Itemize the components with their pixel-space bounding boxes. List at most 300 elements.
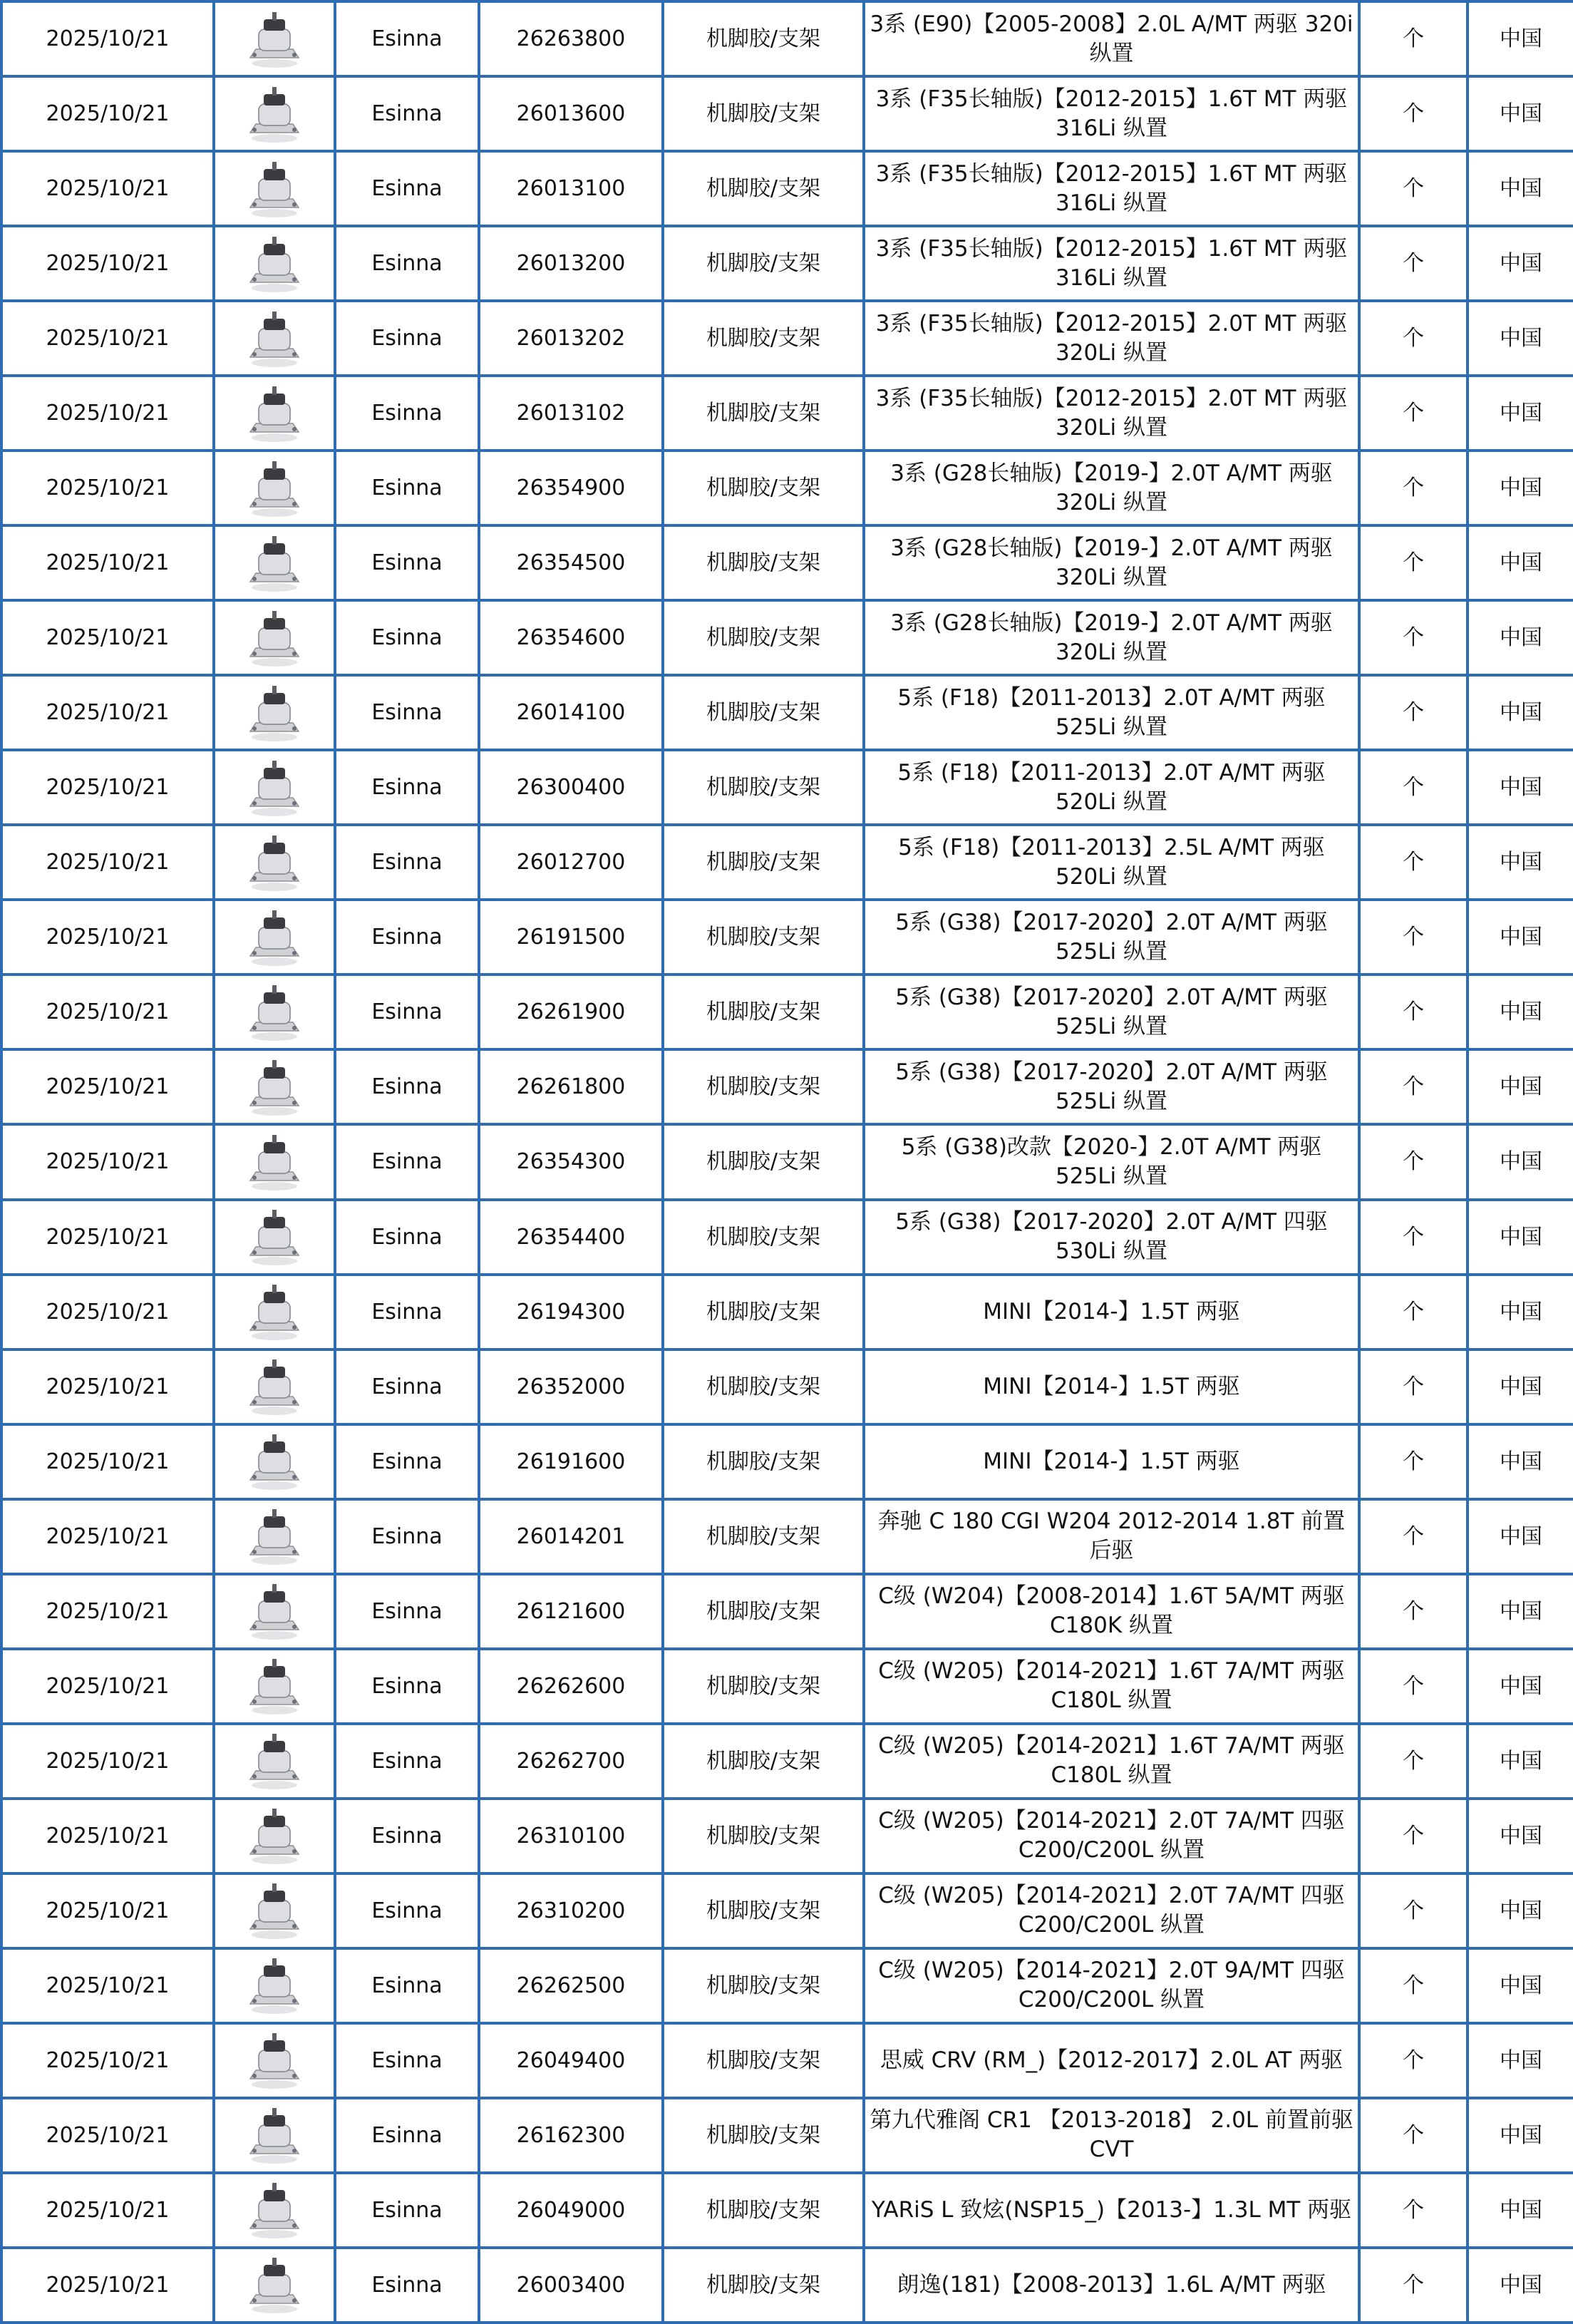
table-row[interactable] <box>1 301 1573 376</box>
table-row[interactable] <box>1 1574 1573 1649</box>
date-cell[interactable]: 2025/10/21 <box>1 900 214 975</box>
date-cell[interactable]: 2025/10/21 <box>1 1649 214 1724</box>
table-row[interactable] <box>1 1049 1573 1124</box>
product-image-cell[interactable] <box>214 1275 335 1349</box>
unit-cell[interactable]: 个 <box>1359 2023 1468 2098</box>
date-cell[interactable]: 2025/10/21 <box>1 451 214 525</box>
brand-cell[interactable]: Esinna <box>335 1049 479 1124</box>
table-row[interactable] <box>1 1124 1573 1199</box>
origin-cell[interactable]: 中国 <box>1468 2248 1573 2323</box>
vehicle-model-cell[interactable]: 思威 CRV (RM_)【2012-2017】2.0L AT 两驱 <box>864 2023 1359 2098</box>
brand-cell[interactable]: Esinna <box>335 1574 479 1649</box>
brand-cell[interactable]: Esinna <box>335 1724 479 1799</box>
vehicle-model-cell[interactable]: 5系 (G38)【2017-2020】2.0T A/MT 两驱 525Li 纵置 <box>864 900 1359 975</box>
unit-cell[interactable]: 个 <box>1359 1 1468 76</box>
product-image-cell[interactable] <box>214 900 335 975</box>
vehicle-model-cell[interactable]: MINI【2014-】1.5T 两驱 <box>864 1424 1359 1499</box>
date-cell[interactable]: 2025/10/21 <box>1 1124 214 1199</box>
date-cell[interactable]: 2025/10/21 <box>1 1724 214 1799</box>
category-cell[interactable]: 机脚胶/支架 <box>663 451 864 525</box>
part-number-cell[interactable]: 26263800 <box>479 1 663 76</box>
category-cell[interactable]: 机脚胶/支架 <box>663 2098 864 2173</box>
part-number-cell[interactable]: 26003400 <box>479 2248 663 2323</box>
product-image-cell[interactable] <box>214 1200 335 1275</box>
category-cell[interactable]: 机脚胶/支架 <box>663 525 864 600</box>
origin-cell[interactable]: 中国 <box>1468 1275 1573 1349</box>
product-image-cell[interactable] <box>214 2248 335 2323</box>
category-cell[interactable]: 机脚胶/支架 <box>663 1424 864 1499</box>
engine-mount-icon <box>240 981 309 1044</box>
part-number-cell[interactable]: 26121600 <box>479 1574 663 1649</box>
unit-cell[interactable]: 个 <box>1359 525 1468 600</box>
engine-mount-icon <box>240 8 309 71</box>
origin-cell[interactable]: 中国 <box>1468 1649 1573 1724</box>
brand-cell[interactable]: Esinna <box>335 675 479 750</box>
part-number-cell[interactable]: 26013200 <box>479 226 663 301</box>
engine-mount-icon <box>240 83 309 145</box>
product-image-cell[interactable] <box>214 1 335 76</box>
engine-mount-icon <box>240 457 309 520</box>
unit-cell[interactable]: 个 <box>1359 1574 1468 1649</box>
vehicle-model-cell[interactable]: MINI【2014-】1.5T 两驱 <box>864 1275 1359 1349</box>
product-image-cell[interactable] <box>214 1574 335 1649</box>
table-row[interactable] <box>1 750 1573 825</box>
product-image-cell[interactable] <box>214 1948 335 2023</box>
part-number-cell[interactable]: 26013102 <box>479 376 663 451</box>
part-number-cell[interactable]: 26310100 <box>479 1799 663 1873</box>
engine-mount-icon <box>240 906 309 969</box>
date-cell[interactable]: 2025/10/21 <box>1 600 214 675</box>
table-row[interactable] <box>1 525 1573 600</box>
brand-cell[interactable]: Esinna <box>335 2023 479 2098</box>
brand-cell[interactable]: Esinna <box>335 525 479 600</box>
part-number-cell[interactable]: 26191600 <box>479 1424 663 1499</box>
category-cell[interactable]: 机脚胶/支架 <box>663 301 864 376</box>
part-number-cell[interactable]: 26014100 <box>479 675 663 750</box>
vehicle-model-cell[interactable]: 3系 (E90)【2005-2008】2.0L A/MT 两驱 320i 纵置 <box>864 1 1359 76</box>
unit-cell[interactable]: 个 <box>1359 675 1468 750</box>
brand-cell[interactable]: Esinna <box>335 1499 479 1574</box>
vehicle-model-cell[interactable]: C级 (W205)【2014-2021】1.6T 7A/MT 两驱 C180L 纵置 <box>864 1724 1359 1799</box>
unit-cell[interactable]: 个 <box>1359 1349 1468 1424</box>
table-row[interactable] <box>1 1873 1573 1948</box>
date-cell[interactable]: 2025/10/21 <box>1 1424 214 1499</box>
vehicle-model-cell[interactable]: YARiS L 致炫(NSP15_)【2013-】1.3L MT 两驱 <box>864 2173 1359 2248</box>
vehicle-model-cell[interactable]: 5系 (G38)【2017-2020】2.0T A/MT 四驱 530Li 纵置 <box>864 1200 1359 1275</box>
brand-cell[interactable]: Esinna <box>335 376 479 451</box>
brand-cell[interactable]: Esinna <box>335 151 479 226</box>
table-row[interactable] <box>1 451 1573 525</box>
brand-cell[interactable]: Esinna <box>335 900 479 975</box>
origin-cell[interactable]: 中国 <box>1468 1499 1573 1574</box>
brand-cell[interactable]: Esinna <box>335 2248 479 2323</box>
unit-cell[interactable]: 个 <box>1359 1200 1468 1275</box>
brand-cell[interactable]: Esinna <box>335 1948 479 2023</box>
vehicle-model-cell[interactable]: 3系 (F35长轴版)【2012-2015】2.0T MT 两驱 320Li 纵置 <box>864 376 1359 451</box>
unit-cell[interactable]: 个 <box>1359 1424 1468 1499</box>
product-image-cell[interactable] <box>214 750 335 825</box>
date-cell[interactable]: 2025/10/21 <box>1 1948 214 2023</box>
part-number-cell[interactable]: 26310200 <box>479 1873 663 1948</box>
engine-mount-icon <box>240 2253 309 2316</box>
origin-cell[interactable]: 中国 <box>1468 1124 1573 1199</box>
unit-cell[interactable]: 个 <box>1359 1275 1468 1349</box>
table-row[interactable] <box>1 376 1573 451</box>
table-row[interactable] <box>1 1649 1573 1724</box>
category-cell[interactable]: 机脚胶/支架 <box>663 1574 864 1649</box>
origin-cell[interactable]: 中国 <box>1468 451 1573 525</box>
unit-cell[interactable]: 个 <box>1359 900 1468 975</box>
category-cell[interactable]: 机脚胶/支架 <box>663 600 864 675</box>
table-row[interactable] <box>1 2023 1573 2098</box>
origin-cell[interactable]: 中国 <box>1468 376 1573 451</box>
category-cell[interactable]: 机脚胶/支架 <box>663 1124 864 1199</box>
table-row[interactable] <box>1 975 1573 1049</box>
part-number-cell[interactable]: 26162300 <box>479 2098 663 2173</box>
part-number-cell[interactable]: 26049400 <box>479 2023 663 2098</box>
vehicle-model-cell[interactable]: 5系 (G38)改款【2020-】2.0T A/MT 两驱 525Li 纵置 <box>864 1124 1359 1199</box>
product-image-cell[interactable] <box>214 76 335 151</box>
origin-cell[interactable]: 中国 <box>1468 1049 1573 1124</box>
brand-cell[interactable]: Esinna <box>335 1275 479 1349</box>
part-number-cell[interactable]: 26262700 <box>479 1724 663 1799</box>
category-cell[interactable]: 机脚胶/支架 <box>663 975 864 1049</box>
vehicle-model-cell[interactable]: C级 (W205)【2014-2021】1.6T 7A/MT 两驱 C180L 纵置 <box>864 1649 1359 1724</box>
product-image-cell[interactable] <box>214 451 335 525</box>
part-number-cell[interactable]: 26013100 <box>479 151 663 226</box>
table-row[interactable] <box>1 1799 1573 1873</box>
date-cell[interactable]: 2025/10/21 <box>1 2098 214 2173</box>
origin-cell[interactable]: 中国 <box>1468 1873 1573 1948</box>
part-number-cell[interactable]: 26012700 <box>479 825 663 900</box>
unit-cell[interactable]: 个 <box>1359 151 1468 226</box>
vehicle-model-cell[interactable]: C级 (W205)【2014-2021】2.0T 9A/MT 四驱 C200/C200L 纵置 <box>864 1948 1359 2023</box>
brand-cell[interactable]: Esinna <box>335 1 479 76</box>
brand-cell[interactable]: Esinna <box>335 1424 479 1499</box>
brand-cell[interactable]: Esinna <box>335 76 479 151</box>
category-cell[interactable]: 机脚胶/支架 <box>663 1349 864 1424</box>
category-cell[interactable]: 机脚胶/支架 <box>663 1275 864 1349</box>
engine-mount-icon <box>240 532 309 595</box>
table-row[interactable] <box>1 1200 1573 1275</box>
unit-cell[interactable]: 个 <box>1359 2248 1468 2323</box>
part-number-cell[interactable]: 26049000 <box>479 2173 663 2248</box>
engine-mount-icon <box>240 2104 309 2166</box>
unit-cell[interactable]: 个 <box>1359 600 1468 675</box>
origin-cell[interactable]: 中国 <box>1468 1948 1573 2023</box>
category-cell[interactable]: 机脚胶/支架 <box>663 2023 864 2098</box>
unit-cell[interactable]: 个 <box>1359 825 1468 900</box>
unit-cell[interactable]: 个 <box>1359 1948 1468 2023</box>
origin-cell[interactable]: 中国 <box>1468 1724 1573 1799</box>
date-cell[interactable]: 2025/10/21 <box>1 226 214 301</box>
table-row[interactable] <box>1 1424 1573 1499</box>
table-row[interactable] <box>1 76 1573 151</box>
part-number-cell[interactable]: 26262600 <box>479 1649 663 1724</box>
unit-cell[interactable]: 个 <box>1359 1799 1468 1873</box>
date-cell[interactable]: 2025/10/21 <box>1 525 214 600</box>
brand-cell[interactable]: Esinna <box>335 1200 479 1275</box>
unit-cell[interactable]: 个 <box>1359 750 1468 825</box>
category-cell[interactable]: 机脚胶/支架 <box>663 226 864 301</box>
date-cell[interactable]: 2025/10/21 <box>1 301 214 376</box>
unit-cell[interactable]: 个 <box>1359 1724 1468 1799</box>
vehicle-model-cell[interactable]: 5系 (F18)【2011-2013】2.5L A/MT 两驱 520Li 纵置 <box>864 825 1359 900</box>
unit-cell[interactable]: 个 <box>1359 1049 1468 1124</box>
unit-cell[interactable]: 个 <box>1359 2098 1468 2173</box>
table-row[interactable] <box>1 2098 1573 2173</box>
engine-mount-icon <box>240 1954 309 2017</box>
date-cell[interactable]: 2025/10/21 <box>1 1 214 76</box>
vehicle-model-cell[interactable]: 3系 (F35长轴版)【2012-2015】1.6T MT 两驱 316Li 纵置 <box>864 226 1359 301</box>
table-row[interactable] <box>1 825 1573 900</box>
brand-cell[interactable]: Esinna <box>335 1349 479 1424</box>
brand-cell[interactable]: Esinna <box>335 825 479 900</box>
table-row[interactable] <box>1 900 1573 975</box>
table-row[interactable] <box>1 2173 1573 2248</box>
unit-cell[interactable]: 个 <box>1359 301 1468 376</box>
origin-cell[interactable]: 中国 <box>1468 1349 1573 1424</box>
category-cell[interactable]: 机脚胶/支架 <box>663 2248 864 2323</box>
category-cell[interactable]: 机脚胶/支架 <box>663 750 864 825</box>
product-image-cell[interactable] <box>214 301 335 376</box>
vehicle-model-cell[interactable]: 3系 (G28长轴版)【2019-】2.0T A/MT 两驱 320Li 纵置 <box>864 451 1359 525</box>
engine-mount-icon <box>240 2029 309 2092</box>
engine-mount-icon <box>240 1280 309 1343</box>
date-cell[interactable]: 2025/10/21 <box>1 376 214 451</box>
brand-cell[interactable]: Esinna <box>335 1799 479 1873</box>
origin-cell[interactable]: 中国 <box>1468 301 1573 376</box>
vehicle-model-cell[interactable]: 3系 (G28长轴版)【2019-】2.0T A/MT 两驱 320Li 纵置 <box>864 600 1359 675</box>
product-image-cell[interactable] <box>214 600 335 675</box>
date-cell[interactable]: 2025/10/21 <box>1 825 214 900</box>
vehicle-model-cell[interactable]: 奔驰 C 180 CGI W204 2012-2014 1.8T 前置后驱 <box>864 1499 1359 1574</box>
product-image-cell[interactable] <box>214 1724 335 1799</box>
part-number-cell[interactable]: 26261900 <box>479 975 663 1049</box>
date-cell[interactable]: 2025/10/21 <box>1 1499 214 1574</box>
category-cell[interactable]: 机脚胶/支架 <box>663 1049 864 1124</box>
origin-cell[interactable]: 中国 <box>1468 675 1573 750</box>
unit-cell[interactable]: 个 <box>1359 1124 1468 1199</box>
origin-cell[interactable]: 中国 <box>1468 1799 1573 1873</box>
origin-cell[interactable]: 中国 <box>1468 525 1573 600</box>
product-image-cell[interactable] <box>214 151 335 226</box>
unit-cell[interactable]: 个 <box>1359 975 1468 1049</box>
brand-cell[interactable]: Esinna <box>335 301 479 376</box>
part-number-cell[interactable]: 26013600 <box>479 76 663 151</box>
category-cell[interactable]: 机脚胶/支架 <box>663 1948 864 2023</box>
part-number-cell[interactable]: 26191500 <box>479 900 663 975</box>
part-number-cell[interactable]: 26261800 <box>479 1049 663 1124</box>
category-cell[interactable]: 机脚胶/支架 <box>663 1200 864 1275</box>
part-number-cell[interactable]: 26354900 <box>479 451 663 525</box>
origin-cell[interactable]: 中国 <box>1468 1200 1573 1275</box>
origin-cell[interactable]: 中国 <box>1468 1 1573 76</box>
brand-cell[interactable]: Esinna <box>335 451 479 525</box>
origin-cell[interactable]: 中国 <box>1468 2098 1573 2173</box>
origin-cell[interactable]: 中国 <box>1468 975 1573 1049</box>
origin-cell[interactable]: 中国 <box>1468 151 1573 226</box>
date-cell[interactable]: 2025/10/21 <box>1 76 214 151</box>
engine-mount-icon <box>240 158 309 220</box>
unit-cell[interactable]: 个 <box>1359 226 1468 301</box>
engine-mount-icon <box>240 1430 309 1493</box>
origin-cell[interactable]: 中国 <box>1468 900 1573 975</box>
date-cell[interactable]: 2025/10/21 <box>1 1049 214 1124</box>
unit-cell[interactable]: 个 <box>1359 1649 1468 1724</box>
category-cell[interactable]: 机脚胶/支架 <box>663 900 864 975</box>
origin-cell[interactable]: 中国 <box>1468 600 1573 675</box>
vehicle-model-cell[interactable]: 第九代雅阁 CR1 【2013-2018】 2.0L 前置前驱 CVT <box>864 2098 1359 2173</box>
table-row[interactable] <box>1 1275 1573 1349</box>
origin-cell[interactable]: 中国 <box>1468 226 1573 301</box>
category-cell[interactable]: 机脚胶/支架 <box>663 2173 864 2248</box>
vehicle-model-cell[interactable]: 5系 (G38)【2017-2020】2.0T A/MT 两驱 525Li 纵置 <box>864 1049 1359 1124</box>
vehicle-model-cell[interactable]: C级 (W204)【2008-2014】1.6T 5A/MT 两驱 C180K 纵置 <box>864 1574 1359 1649</box>
origin-cell[interactable]: 中国 <box>1468 825 1573 900</box>
date-cell[interactable]: 2025/10/21 <box>1 1200 214 1275</box>
date-cell[interactable]: 2025/10/21 <box>1 2248 214 2323</box>
date-cell[interactable]: 2025/10/21 <box>1 151 214 226</box>
table-row[interactable] <box>1 1349 1573 1424</box>
category-cell[interactable]: 机脚胶/支架 <box>663 376 864 451</box>
product-image-cell[interactable] <box>214 1649 335 1724</box>
vehicle-model-cell[interactable]: 朗逸(181)【2008-2013】1.6L A/MT 两驱 <box>864 2248 1359 2323</box>
product-image-cell[interactable] <box>214 1873 335 1948</box>
date-cell[interactable]: 2025/10/21 <box>1 675 214 750</box>
brand-cell[interactable]: Esinna <box>335 1124 479 1199</box>
category-cell[interactable]: 机脚胶/支架 <box>663 151 864 226</box>
product-image-cell[interactable] <box>214 675 335 750</box>
category-cell[interactable]: 机脚胶/支架 <box>663 1649 864 1724</box>
vehicle-model-cell[interactable]: 3系 (F35长轴版)【2012-2015】1.6T MT 两驱 316Li 纵置 <box>864 151 1359 226</box>
engine-mount-icon <box>240 607 309 669</box>
origin-cell[interactable]: 中国 <box>1468 1424 1573 1499</box>
table-row[interactable] <box>1 1 1573 76</box>
category-cell[interactable]: 机脚胶/支架 <box>663 1799 864 1873</box>
vehicle-model-cell[interactable]: MINI【2014-】1.5T 两驱 <box>864 1349 1359 1424</box>
engine-mount-icon <box>240 756 309 819</box>
table-row[interactable] <box>1 2248 1573 2323</box>
vehicle-model-cell[interactable]: 5系 (F18)【2011-2013】2.0T A/MT 两驱 525Li 纵置 <box>864 675 1359 750</box>
part-number-cell[interactable]: 26354600 <box>479 600 663 675</box>
part-number-cell[interactable]: 26014201 <box>479 1499 663 1574</box>
engine-mount-icon <box>240 1131 309 1193</box>
origin-cell[interactable]: 中国 <box>1468 2023 1573 2098</box>
vehicle-model-cell[interactable]: 5系 (F18)【2011-2013】2.0T A/MT 两驱 520Li 纵置 <box>864 750 1359 825</box>
part-number-cell[interactable]: 26354500 <box>479 525 663 600</box>
vehicle-model-cell[interactable]: 3系 (F35长轴版)【2012-2015】2.0T MT 两驱 320Li 纵置 <box>864 301 1359 376</box>
category-cell[interactable]: 机脚胶/支架 <box>663 1 864 76</box>
vehicle-model-cell[interactable]: C级 (W205)【2014-2021】2.0T 7A/MT 四驱 C200/C200L 纵置 <box>864 1799 1359 1873</box>
category-cell[interactable]: 机脚胶/支架 <box>663 1499 864 1574</box>
date-cell[interactable]: 2025/10/21 <box>1 1873 214 1948</box>
unit-cell[interactable]: 个 <box>1359 1873 1468 1948</box>
category-cell[interactable]: 机脚胶/支架 <box>663 675 864 750</box>
product-image-cell[interactable] <box>214 1124 335 1199</box>
date-cell[interactable]: 2025/10/21 <box>1 1275 214 1349</box>
product-image-cell[interactable] <box>214 226 335 301</box>
origin-cell[interactable]: 中国 <box>1468 1574 1573 1649</box>
part-number-cell[interactable]: 26354300 <box>479 1124 663 1199</box>
product-image-cell[interactable] <box>214 1049 335 1124</box>
product-image-cell[interactable] <box>214 1499 335 1574</box>
engine-mount-icon <box>240 307 309 370</box>
origin-cell[interactable]: 中国 <box>1468 76 1573 151</box>
brand-cell[interactable]: Esinna <box>335 2173 479 2248</box>
date-cell[interactable]: 2025/10/21 <box>1 1799 214 1873</box>
part-number-cell[interactable]: 26013202 <box>479 301 663 376</box>
table-row[interactable] <box>1 1499 1573 1574</box>
brand-cell[interactable]: Esinna <box>335 2098 479 2173</box>
part-number-cell[interactable]: 26354400 <box>479 1200 663 1275</box>
date-cell[interactable]: 2025/10/21 <box>1 2023 214 2098</box>
brand-cell[interactable]: Esinna <box>335 226 479 301</box>
unit-cell[interactable]: 个 <box>1359 76 1468 151</box>
brand-cell[interactable]: Esinna <box>335 600 479 675</box>
product-image-cell[interactable] <box>214 1349 335 1424</box>
table-row[interactable] <box>1 1724 1573 1799</box>
brand-cell[interactable]: Esinna <box>335 975 479 1049</box>
product-image-cell[interactable] <box>214 376 335 451</box>
vehicle-model-cell[interactable]: 3系 (F35长轴版)【2012-2015】1.6T MT 两驱 316Li 纵置 <box>864 76 1359 151</box>
part-number-cell[interactable]: 26300400 <box>479 750 663 825</box>
category-cell[interactable]: 机脚胶/支架 <box>663 76 864 151</box>
date-cell[interactable]: 2025/10/21 <box>1 750 214 825</box>
table-row[interactable] <box>1 675 1573 750</box>
engine-mount-icon <box>240 1879 309 1942</box>
origin-cell[interactable]: 中国 <box>1468 2173 1573 2248</box>
vehicle-model-cell[interactable]: 5系 (G38)【2017-2020】2.0T A/MT 两驱 525Li 纵置 <box>864 975 1359 1049</box>
product-image-cell[interactable] <box>214 825 335 900</box>
date-cell[interactable]: 2025/10/21 <box>1 1349 214 1424</box>
table-row[interactable] <box>1 226 1573 301</box>
date-cell[interactable]: 2025/10/21 <box>1 2173 214 2248</box>
engine-mount-icon <box>240 1580 309 1642</box>
category-cell[interactable]: 机脚胶/支架 <box>663 1724 864 1799</box>
origin-cell[interactable]: 中国 <box>1468 750 1573 825</box>
product-image-cell[interactable] <box>214 525 335 600</box>
engine-mount-icon <box>240 1205 309 1268</box>
vehicle-model-cell[interactable]: 3系 (G28长轴版)【2019-】2.0T A/MT 两驱 320Li 纵置 <box>864 525 1359 600</box>
unit-cell[interactable]: 个 <box>1359 2173 1468 2248</box>
part-number-cell[interactable]: 26352000 <box>479 1349 663 1424</box>
product-image-cell[interactable] <box>214 1424 335 1499</box>
part-number-cell[interactable]: 26194300 <box>479 1275 663 1349</box>
vehicle-model-cell[interactable]: C级 (W205)【2014-2021】2.0T 7A/MT 四驱 C200/C200L 纵置 <box>864 1873 1359 1948</box>
product-image-cell[interactable] <box>214 2098 335 2173</box>
table-row[interactable] <box>1 151 1573 226</box>
product-image-cell[interactable] <box>214 2023 335 2098</box>
date-cell[interactable]: 2025/10/21 <box>1 975 214 1049</box>
engine-mount-icon <box>240 2179 309 2241</box>
part-number-cell[interactable]: 26262500 <box>479 1948 663 2023</box>
unit-cell[interactable]: 个 <box>1359 376 1468 451</box>
table-row[interactable] <box>1 600 1573 675</box>
table-row[interactable] <box>1 1948 1573 2023</box>
unit-cell[interactable]: 个 <box>1359 1499 1468 1574</box>
category-cell[interactable]: 机脚胶/支架 <box>663 1873 864 1948</box>
product-image-cell[interactable] <box>214 975 335 1049</box>
unit-cell[interactable]: 个 <box>1359 451 1468 525</box>
date-cell[interactable]: 2025/10/21 <box>1 1574 214 1649</box>
brand-cell[interactable]: Esinna <box>335 750 479 825</box>
brand-cell[interactable]: Esinna <box>335 1649 479 1724</box>
category-cell[interactable]: 机脚胶/支架 <box>663 825 864 900</box>
brand-cell[interactable]: Esinna <box>335 1873 479 1948</box>
product-image-cell[interactable] <box>214 1799 335 1873</box>
product-image-cell[interactable] <box>214 2173 335 2248</box>
